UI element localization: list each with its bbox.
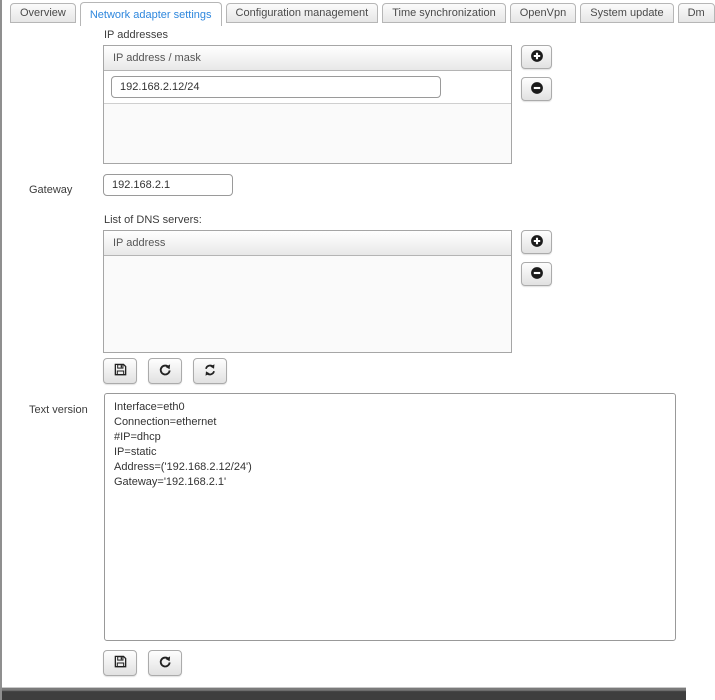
save-text-version-button[interactable] [103, 650, 137, 676]
ip-addresses-table [103, 45, 512, 164]
save-icon [113, 654, 128, 672]
save-icon [113, 362, 128, 380]
network-settings-toolbar [103, 358, 552, 384]
plus-icon [530, 234, 544, 251]
remove-ip-address-button[interactable] [521, 77, 552, 101]
gateway-label: Gateway [29, 184, 73, 196]
text-version-toolbar [103, 650, 676, 676]
undo-text-version-button[interactable] [148, 650, 182, 676]
remove-dns-server-button[interactable] [521, 262, 552, 286]
add-dns-server-button[interactable] [521, 230, 552, 254]
undo-network-settings-button[interactable] [148, 358, 182, 384]
dns-servers-label: List of DNS servers: [104, 214, 202, 226]
dns-table-empty-area [104, 256, 511, 352]
refresh-icon [203, 363, 217, 380]
dns-column-header: IP address [104, 231, 511, 256]
undo-icon [158, 363, 172, 380]
tab-openvpn[interactable]: OpenVpn [510, 3, 576, 23]
ip-addresses-column-header: IP address / mask [104, 46, 511, 71]
ip-addresses-table-empty-area [104, 104, 511, 163]
tab-dm-truncated[interactable]: Dm [678, 3, 715, 23]
minus-icon [530, 266, 544, 283]
tab-system-update[interactable]: System update [580, 3, 673, 23]
table-row[interactable] [104, 71, 511, 104]
ip-address-mask-input[interactable] [111, 76, 441, 98]
minus-icon [530, 81, 544, 98]
tab-configuration-management[interactable]: Configuration management [226, 3, 379, 23]
plus-icon [530, 49, 544, 66]
tab-overview[interactable]: Overview [10, 3, 76, 23]
ip-addresses-label: IP addresses [104, 29, 169, 41]
add-ip-address-button[interactable] [521, 45, 552, 69]
text-version-textarea[interactable] [104, 393, 676, 641]
save-network-settings-button[interactable] [103, 358, 137, 384]
text-version-label: Text version [29, 404, 88, 416]
dns-servers-table [103, 230, 512, 353]
tab-panel-network-adapter [2, 26, 686, 676]
status-bar [2, 687, 686, 700]
refresh-button[interactable] [193, 358, 227, 384]
tab-time-synchronization[interactable]: Time synchronization [382, 3, 506, 23]
tab-bar [2, 0, 705, 26]
gateway-input[interactable] [103, 174, 233, 196]
undo-icon [158, 655, 172, 672]
tab-network-adapter-settings[interactable]: Network adapter settings [80, 2, 222, 26]
